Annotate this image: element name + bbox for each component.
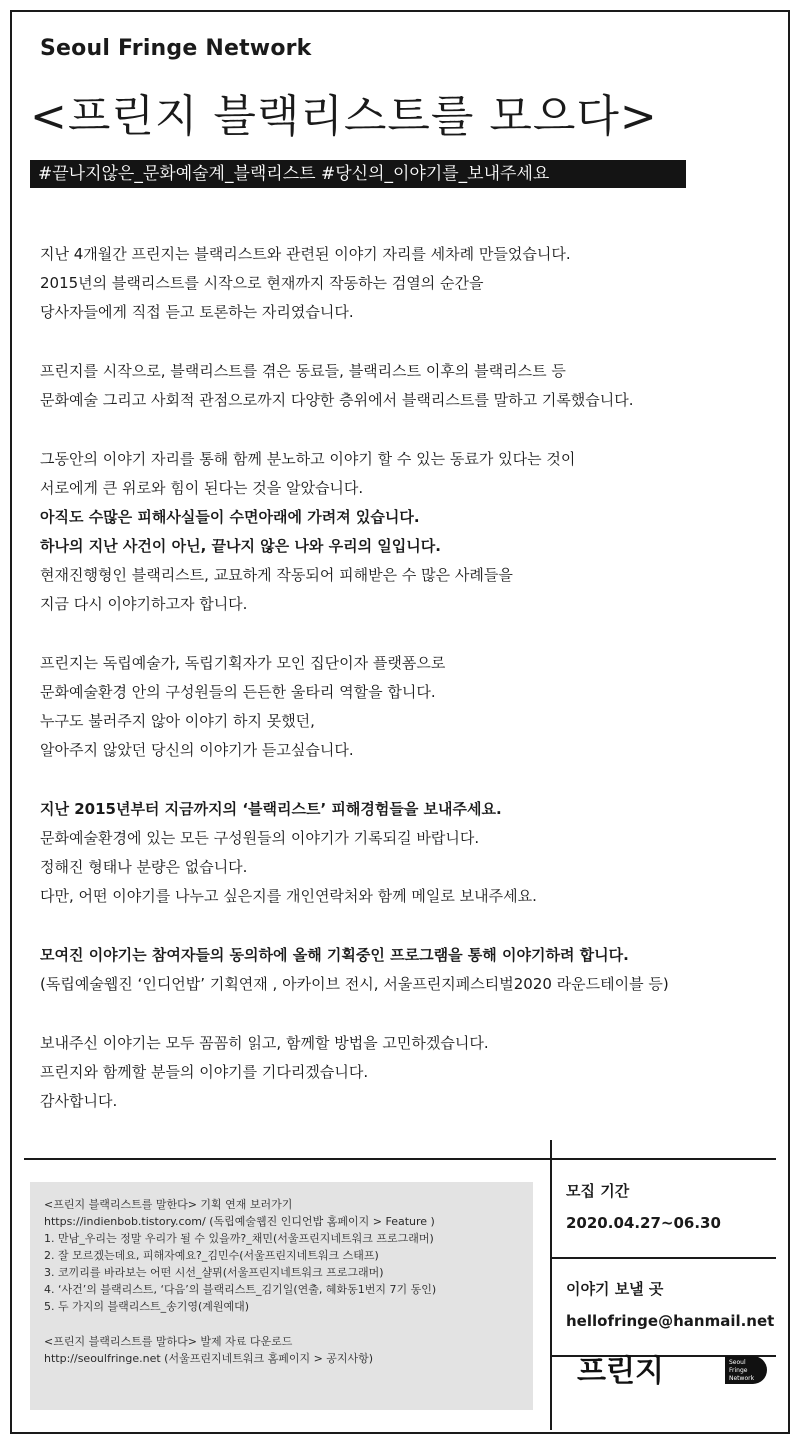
send-email[interactable]: hellofringe@hanmail.net bbox=[566, 1312, 775, 1330]
download-heading: <프린지 블랙리스트를 말하다> 발제 자료 다운로드 bbox=[44, 1335, 293, 1348]
text-line: (독립예술웹진 ‘인디언밥’ 기획연재 , 아카이브 전시, 서울프린지페스티벌2020 라운드테이블 등) bbox=[40, 975, 669, 993]
paragraph-4 bbox=[40, 649, 760, 765]
fringe-logo bbox=[575, 1350, 775, 1390]
text-line: 문화예술환경에 있는 모든 구성원들의 이야기가 기록되길 바랍니다. bbox=[40, 829, 480, 847]
recruit-info bbox=[566, 1175, 776, 1357]
org-name: Seoul Fringe Network bbox=[40, 36, 312, 61]
paragraph-3 bbox=[40, 445, 760, 619]
text-line: 감사합니다. bbox=[40, 1092, 118, 1110]
series-item: 2. 잘 모르겠는데요, 피해자예요?_김민수(서울프린지네트워크 스태프) bbox=[44, 1249, 379, 1262]
text-line: 당사자들에게 직접 듣고 토론하는 자리였습니다. bbox=[40, 303, 354, 321]
text-line: 보내주신 이야기는 모두 꼼꼼히 읽고, 함께할 방법을 고민하겠습니다. bbox=[40, 1034, 489, 1052]
divider-horizontal bbox=[24, 1158, 776, 1160]
series-item: 4. ‘사건’의 블랙리스트, ‘다음’의 블랙리스트_김기일(연출, 혜화동1번지 7기 동인) bbox=[44, 1283, 437, 1296]
body-text bbox=[40, 240, 760, 1116]
paragraph-5 bbox=[40, 795, 760, 911]
download-link[interactable]: http://seoulfringe.net (서울프린지네트워크 홈페이지 > 공지사항) bbox=[44, 1352, 374, 1365]
hashtag-bar: #끝나지않은_문화예술계_블랙리스트 #당신의_이야기를_보내주세요 bbox=[30, 160, 686, 188]
series-item: 5. 두 가지의 블랙리스트_송기영(계원예대) bbox=[44, 1300, 250, 1313]
text-line: 문화예술환경 안의 구성원들의 든든한 울타리 역할을 합니다. bbox=[40, 683, 436, 701]
logo-sub-network: Network bbox=[729, 1375, 755, 1382]
series-item: 3. 코끼리를 바라보는 어떤 시선_샬뮈(서울프린지네트워크 프로그래머) bbox=[44, 1266, 384, 1279]
text-line: 누구도 불러주지 않아 이야기 하지 못했던, bbox=[40, 712, 315, 730]
series-heading: <프린지 블랙리스트를 말한다> 기획 연재 보러가기 bbox=[44, 1198, 293, 1211]
logo-sub-seoul: Seoul bbox=[729, 1359, 746, 1366]
emphasis-line: 아직도 수많은 피해사실들이 수면아래에 가려져 있습니다. bbox=[40, 508, 420, 526]
text-line: 지난 4개월간 프린지는 블랙리스트와 관련된 이야기 자리를 세차례 만들었습니다. bbox=[40, 245, 571, 263]
text-line: 2015년의 블랙리스트를 시작으로 현재까지 작동하는 검열의 순간을 bbox=[40, 274, 484, 292]
text-line: 서로에게 큰 위로와 힘이 된다는 것을 알았습니다. bbox=[40, 479, 364, 497]
series-item: 1. 만남_우리는 정말 우리가 될 수 있을까?_채민(서울프린지네트워크 프로그래머) bbox=[44, 1232, 434, 1245]
divider-vertical bbox=[550, 1140, 552, 1430]
text-line: 그동안의 이야기 자리를 통해 함께 분노하고 이야기 할 수 있는 동료가 있다는 것이 bbox=[40, 450, 576, 468]
emphasis-line: 하나의 지난 사건이 아닌, 끝나지 않은 나와 우리의 일입니다. bbox=[40, 537, 441, 555]
paragraph-2 bbox=[40, 357, 760, 415]
text-line: 지금 다시 이야기하고자 합니다. bbox=[40, 595, 248, 613]
series-link[interactable]: https://indienbob.tistory.com/ (독립예술웹진 인디언밥 홈페이지 > Feature ) bbox=[44, 1215, 435, 1228]
text-line: 현재진행형인 블랙리스트, 교묘하게 작동되어 피해받은 수 많은 사례들을 bbox=[40, 566, 513, 584]
page-title: <프린지 블랙리스트를 모으다> bbox=[30, 91, 658, 142]
text-line: 다만, 어떤 이야기를 나누고 싶은지를 개인연락처와 함께 메일로 보내주세요. bbox=[40, 887, 537, 905]
paragraph-1 bbox=[40, 240, 760, 327]
info-box bbox=[30, 1182, 533, 1410]
period-label: 모집 기간 bbox=[566, 1182, 630, 1200]
send-label: 이야기 보낼 곳 bbox=[566, 1280, 664, 1298]
emphasis-line: 지난 2015년부터 지금까지의 ‘블랙리스트’ 피해경험들을 보내주세요. bbox=[40, 800, 502, 818]
text-line: 프린지는 독립예술가, 독립기획자가 모인 집단이자 플랫폼으로 bbox=[40, 654, 446, 672]
paragraph-6 bbox=[40, 941, 760, 999]
logo-sub-fringe: Fringe bbox=[729, 1367, 748, 1374]
paragraph-7 bbox=[40, 1029, 760, 1116]
text-line: 프린지와 함께할 분들의 이야기를 기다리겠습니다. bbox=[40, 1063, 369, 1081]
logo-wordmark: 프린지 bbox=[577, 1354, 664, 1389]
emphasis-line: 모여진 이야기는 참여자들의 동의하에 올해 기획중인 프로그램을 통해 이야기하려 합니다. bbox=[40, 946, 629, 964]
text-line: 정해진 형태나 분량은 없습니다. bbox=[40, 858, 248, 876]
text-line: 문화예술 그리고 사회적 관점으로까지 다양한 층위에서 블랙리스트를 말하고 기록했습니다. bbox=[40, 391, 634, 409]
period-value: 2020.04.27~06.30 bbox=[566, 1214, 721, 1232]
text-line: 프린지를 시작으로, 블랙리스트를 겪은 동료들, 블랙리스트 이후의 블랙리스트 등 bbox=[40, 362, 566, 380]
text-line: 알아주지 않았던 당신의 이야기가 듣고싶습니다. bbox=[40, 741, 354, 759]
